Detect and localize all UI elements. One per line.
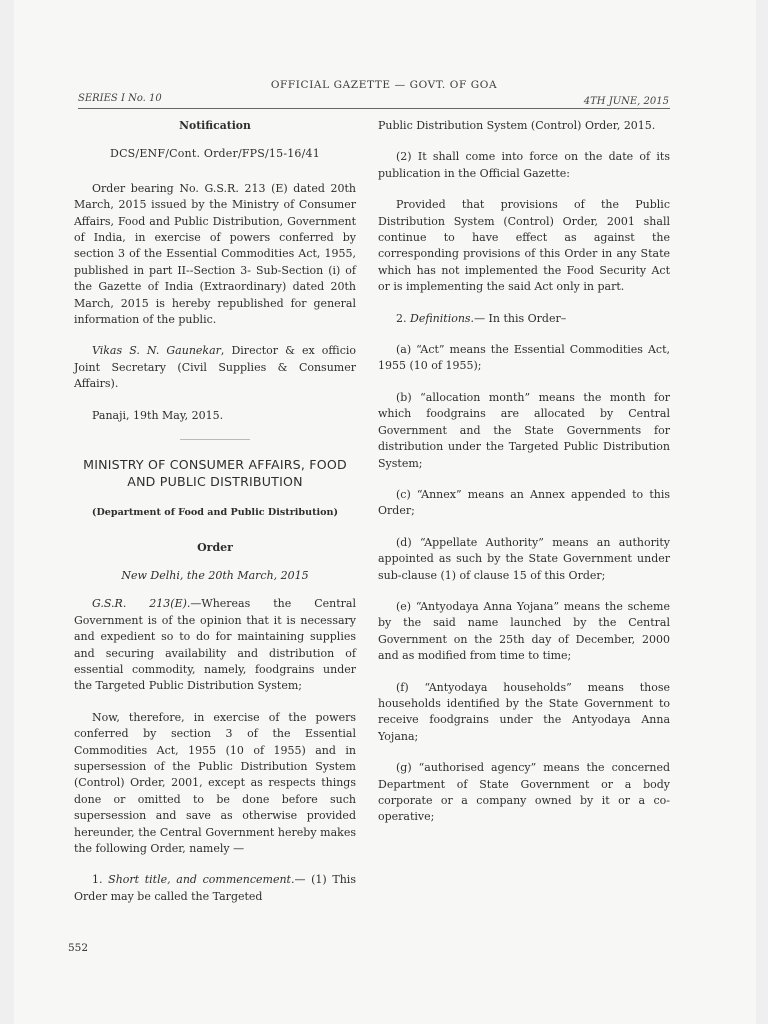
reference-number: DCS/ENF/Cont. Order/FPS/15-16/41 [110,147,320,161]
department-heading: (Department of Food and Public Distribution) [91,507,339,519]
definitions-paragraph [378,311,670,327]
definitions-title: Definitions. [410,311,475,325]
order-heading: Order [197,540,233,554]
continued-text: Public Distribution System (Control) Order, 2015. [378,119,656,132]
clause-1-number: 1. [92,873,109,887]
place-date: Panaji, 19th May, 2015. [92,408,224,422]
left-column [74,118,356,920]
header-rule [78,108,670,109]
order-place-date: New Delhi, the 20th March, 2015 [121,568,309,582]
definition-g: (g) “authorised agency” means the concerned Department of State Government or a body corporate or a company owned by it or a co-operative; [378,761,670,824]
signatory-designation: , Director & ex officio Joint Secretary (Civil Supplies & Consumer Affairs). [74,344,356,391]
gsr-label: G.S.R. 213(E). [92,597,191,611]
definition-f: (f) “Antyodaya households” means those households identified by the State Government to receive foodgrains under the Antyodaya Anna Yojana; [378,680,670,743]
definition-e: (e) “Antyodaya Anna Yojana” means the scheme by the said name launched by the Central Government on the 25th day of December, 2000 and as modified from time to time; [378,599,670,663]
clause-1-text: — (1) This Order may be called the Targeted [74,873,356,903]
series-label: SERIES I No. 10 [78,93,162,104]
gsr-text: —Whereas the Central Government is of the opinion that it is necessary and expedient so to do for maintaining supplies and securing availability and distribution of essential commodity, namely, foodgrains under the Targeted Public Distribution System; [74,597,356,693]
page-number: 552 [68,942,89,954]
right-column [378,118,670,841]
clause-1-paragraph [74,872,356,905]
definition-b: (b) “allocation month” means the month for which foodgrains are allocated by Central Government and the State Governments for distribution under the Targeted Public Distribution System; [378,390,670,470]
definition-d: (d) “Appellate Authority” means an authority appointed as such by the State Government under sub-clause (1) of clause 15 of this Order; [378,535,670,582]
notification-paragraph: Order bearing No. G.S.R. 213 (E) dated 20th March, 2015 issued by the Ministry of Consumer Affairs, Food and Public Distribution, Government of India, in exercise of powers conferred by section 3 of the Essential Commodities Act, 1955, published in part II--Section 3- Sub-Section (i) of the Gazette of India (Extraordinary) dated 20th March, 2015 is hereby republished for general information of the public. [74,181,356,327]
gazette-title: OFFICIAL GAZETTE — GOVT. OF GOA [270,79,498,91]
definitions-number: 2. [396,311,410,325]
ministry-heading: MINISTRY OF CONSUMER AFFAIRS, FOOD AND PUBLIC DISTRIBUTION [83,457,347,490]
clause-1-2-paragraph: (2) It shall come into force on the date of its publication in the Official Gazette: [378,150,670,180]
definitions-text: — In this Order– [474,311,567,325]
signatory-name: Vikas S. N. Gaunekar [92,344,221,358]
now-therefore-paragraph: Now, therefore, in exercise of the powers conferred by section 3 of the Essential Commodities Act, 1955 (10 of 1955) and in supersession of the Public Distribution System (Control) Order, 2001, except as respects things done or omitted to be done before such supersession and save as otherwise provided hereunder, the Central Government hereby makes the following Order, namely — [74,710,356,855]
proviso-paragraph: Provided that provisions of the Public Distribution System (Control) Order, 2001 shall continue to have effect as against the corresponding provisions of this Order in any State which has not implemented the Food Security Act or is implementing the said Act only in part. [378,198,670,294]
section-divider [180,439,250,440]
signatory-paragraph [74,343,356,392]
gsr-paragraph [74,596,356,694]
definition-a: (a) “Act” means the Essential Commodities Act, 1955 (10 of 1955); [378,343,670,373]
definition-c: (c) “Annex” means an Annex appended to this Order; [378,487,670,518]
issue-date: 4TH JUNE, 2015 [583,96,669,107]
clause-1-title: Short title, and commencement. [108,873,295,887]
notification-title: Notification [179,119,251,132]
